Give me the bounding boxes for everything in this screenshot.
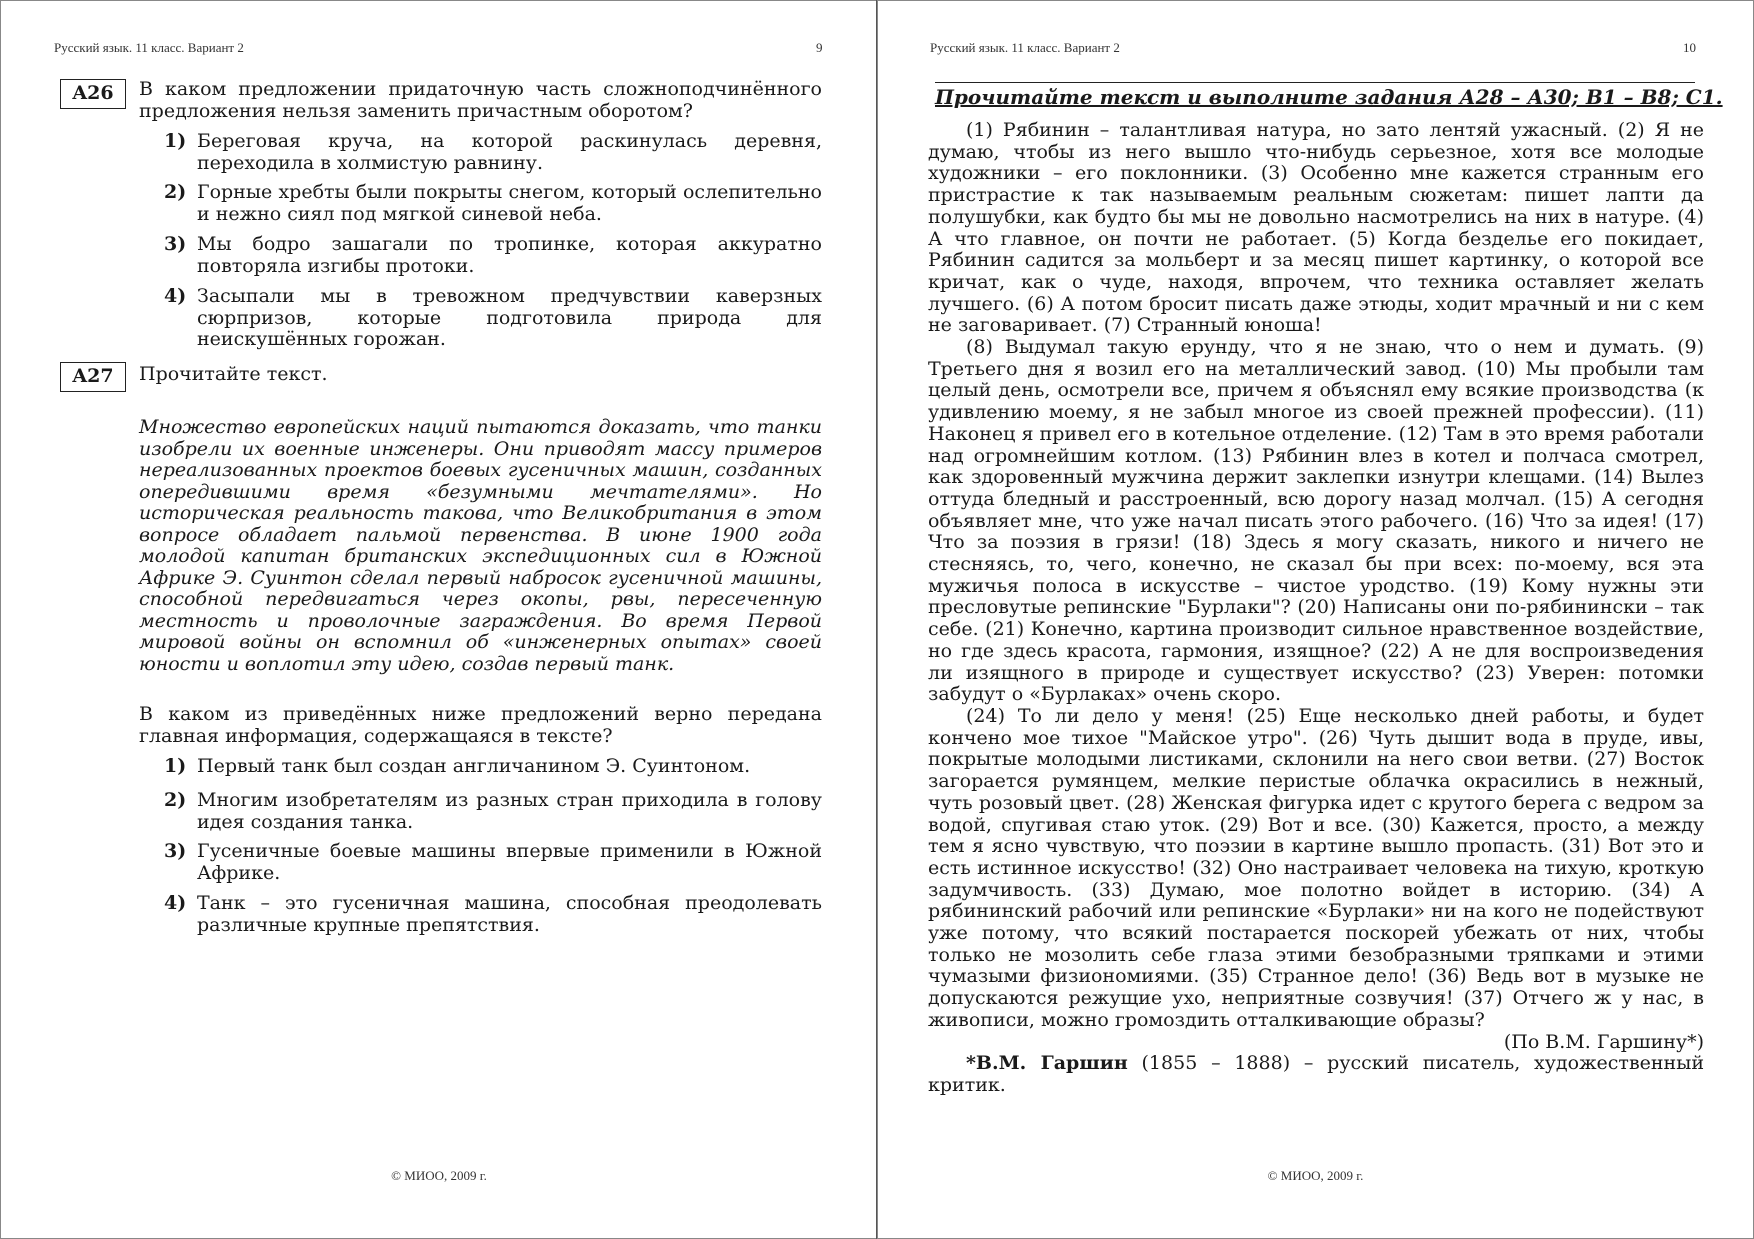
a27-option-2-text: Многим изобретателям из разных стран приходила в голову идея создания танка.: [197, 789, 822, 833]
right-page-footer: © МИОО, 2009 г.: [1267, 1168, 1364, 1183]
a27-option-2-number: 2): [164, 789, 187, 811]
a27-option-4-number: 4): [164, 892, 187, 914]
story-paragraph-1: (1) Рябинин – талантливая натура, но зато лентяй ужасный. (2) Я не думаю, чтобы из него вышло что-нибудь серьезное, хотя все молодые художники – его поклонники. (3) Особенно мне кажется странным его пристрастие к так называемым реальным сюжетам: пишет лапти да полушубки, как будто бы мы не довольно насмотрелись на них в натуре. (4) А что главное, он почти не работает. (5) Когда безделье его покидает, Рябинин садится за мольберт и за месяц пишет картинку, о которой все кричат, как о чуде, находя, впрочем, что техника оставляет желать лучшего. (6) А потом бросит писать даже этюды, ходит мрачный и ни с кем не заговаривает. (7) Странный юноша!: [928, 119, 1704, 337]
a27-option-4: [164, 893, 822, 936]
a27-option-2: [164, 790, 822, 833]
left-page-number: 9: [816, 40, 823, 55]
task-title-rule: [935, 82, 1695, 83]
task-title: Прочитайте текст и выполните задания А28 – А30; В1 – В8; С1.: [935, 85, 1723, 109]
author-name: *В.М. Гаршин: [966, 1052, 1128, 1075]
a27-option-3: [164, 841, 822, 884]
a27-option-1-number: 1): [164, 755, 187, 777]
a26-option-1-number: 1): [164, 130, 187, 152]
a26-option-3: [164, 234, 822, 277]
author-bio-text: (1855 – 1888) – русский писатель, художественный критик.: [928, 1052, 1704, 1096]
author-bio: [928, 1053, 1704, 1096]
task-label-a27: A27: [60, 362, 126, 392]
a27-option-3-number: 3): [164, 840, 187, 862]
a27-question: В каком из приведённых ниже предложений верно передана главная информация, содержащаяся в тексте?: [139, 703, 822, 747]
a27-option-1: [164, 756, 822, 778]
a26-option-4: [164, 286, 822, 351]
a26-option-1: [164, 131, 822, 174]
a27-option-4-text: Танк – это гусеничная машина, способная преодолевать различные крупные препятствия.: [197, 892, 822, 936]
a26-option-3-number: 3): [164, 233, 187, 255]
a26-option-4-number: 4): [164, 285, 187, 307]
task-label-a26: A26: [60, 79, 126, 109]
a26-option-3-text: Мы бодро зашагали по тропинке, которая аккуратно повторяла изгибы протоки.: [197, 233, 822, 277]
a26-option-1-text: Береговая круча, на которой раскинулась деревня, переходила в холмистую равнину.: [197, 130, 822, 174]
right-page-header: Русский язык. 11 класс. Вариант 2: [930, 40, 1120, 55]
a26-option-4-text: Засыпали мы в тревожном предчувствии каверзных сюрпризов, которые подготовила природа для неискушённых горожан.: [197, 285, 822, 350]
a27-passage: Множество европейских наций пытаются доказать, что танки изобрели их военные инженеры. Они приводят массу примеров нереализованных проектов боевых гусеничных машин, созданных опередившими время «безумными мечтателями». Но историческая реальность такова, что Великобритания в этом вопросе обладает пальмой первенства. В июне 1900 года молодой капитан британских экспедиционных сил в Южной Африке Э. Суинтон сделал первый набросок гусеничной машины, способной передвигаться через окопы, рвы, пересеченную местность и проволочные заграждения. Во время Первой мировой войны он вспомнил об «инженерных опытах» своей юности и воплотил эту идею, создав первый танк.: [139, 416, 822, 675]
a27-option-1-text: Первый танк был создан англичанином Э. Суинтоном.: [197, 755, 751, 777]
a26-option-2-text: Горные хребты были покрыты снегом, который ослепительно и нежно сиял под мягкой синевой неба.: [197, 181, 822, 225]
a26-question: В каком предложении придаточную часть сложноподчинённого предложения нельзя заменить причастным оборотом?: [139, 78, 822, 122]
story-paragraph-3: (24) То ли дело у меня! (25) Еще несколько дней работы, и будет кончено мое тихое "Майское утро". (26) Чуть дышит вода в пруде, ивы, покрытые молодыми листиками, склонили на него свои ветви. (27) Восток загорается румянцем, мелкие перистые облачка окрасились в нежный, чуть розовый цвет. (28) Женская фигурка идет с крутого берега с ведром за водой, спугивая стаю уток. (29) Вот и все. (30) Кажется, просто, а между тем я ясно чувствую, что поэзии в картине вышло пропасть. (31) Вот это и есть истинное искусство! (32) Оно настраивает человека на тихую, кроткую задумчивость. (33) Думаю, мое полотно войдет в историю. (34) А рябининский рабочий или репинские «Бурлаки» ни на кого не подействуют уже потому, что всякий постарается поскорей убежать от них, чтобы только не мозолить себе глаза этими безобразными тряпками и этими чумазыми физиономиями. (35) Странное дело! (36) Ведь вот в музыке не допускаются режущие ухо, неприятные созвучия! (37) Отчего ж у нас, в живописи, можно громоздить отталкивающие образы?: [928, 704, 1704, 1031]
a27-instruction: Прочитайте текст.: [139, 363, 328, 385]
a26-option-2: [164, 182, 822, 225]
right-page-number: 10: [1683, 40, 1696, 55]
left-page-footer: © МИОО, 2009 г.: [391, 1168, 487, 1183]
story-text: [928, 120, 1704, 1097]
attribution: (По В.М. Гаршину*): [1503, 1030, 1704, 1053]
story-paragraph-2: (8) Выдумал такую ерунду, что я не знаю, что о нем и думать. (9) Третьего дня я возил его на металлический завод. (10) Мы пробыли там целый день, осмотрели все, причем я объяснял ему всякие производства (к удивлению моему, я не забыл многое из своей прежней профессии). (11) Наконец я привел его в котельное отделение. (12) Там в это время работали над огромнейшим котлом. (13) Рябинин влез в котел и полчаса смотрел, как здоровенный мужчина держит заклепки изнутри клещами. (14) Вылез оттуда бледный и расстроенный, всю дорогу назад молчал. (15) А сегодня объявляет мне, что уже начал писать этого рабочего. (16) Что за идея! (17) Что за поэзия в грязи! (18) Здесь я могу сказать, никого и ничего не стесняясь, то, чего, конечно, не сказал бы при всех: по-моему, вся эта мужичья полоса в искусстве – чистое уродство. (19) Кому нужны эти пресловутые репинские "Бурлаки"? (20) Написаны они по-рябинински – так себе. (21) Конечно, картина производит сильное нравственное воздействие, но где здесь красота, гармония, изящное? (22) А не для воспроизведения ли изящного в природе и существует искусство? (23) Уверен: потомки забудут о «Бурлаках» очень скоро.: [928, 336, 1704, 706]
a27-option-3-text: Гусеничные боевые машины впервые применили в Южной Африке.: [197, 840, 822, 884]
a26-option-2-number: 2): [164, 181, 187, 203]
left-page-header: Русский язык. 11 класс. Вариант 2: [54, 40, 244, 55]
